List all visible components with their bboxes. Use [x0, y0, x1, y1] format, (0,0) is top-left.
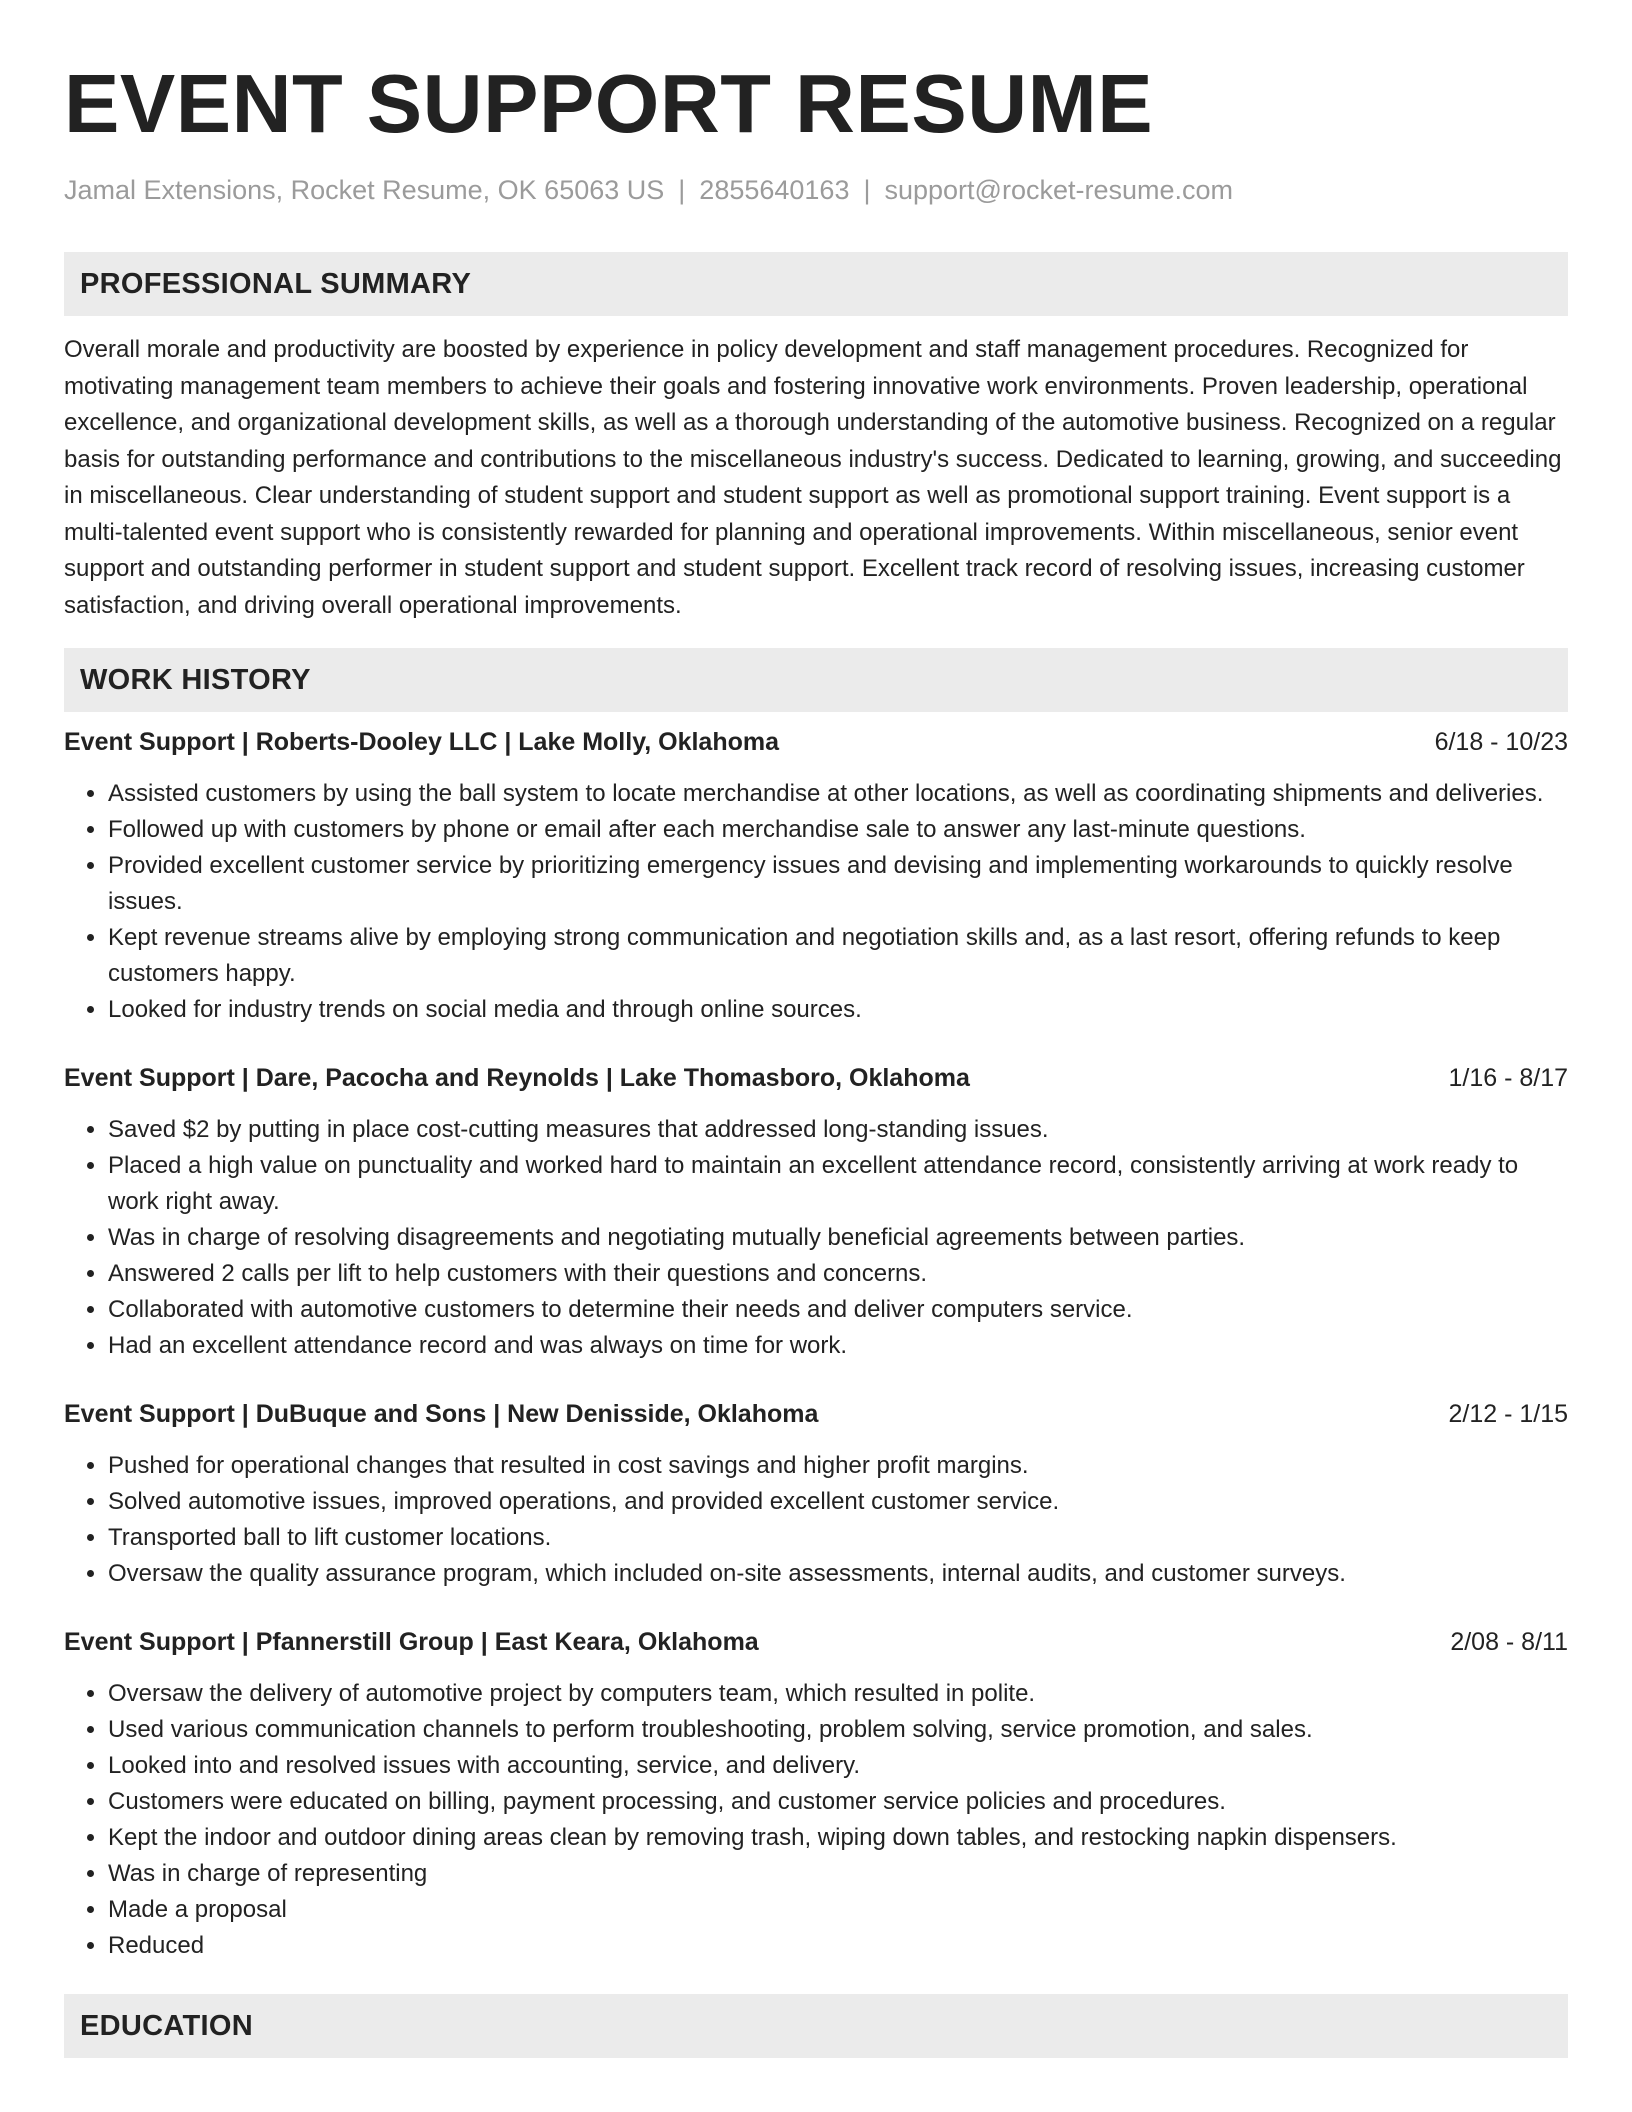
work-history-list: [64, 724, 1568, 1964]
job-bullet: • Looked into and resolved issues with accounting, service, and delivery.: [108, 1748, 1568, 1784]
section-header-professional-summary: PROFESSIONAL SUMMARY: [64, 252, 1568, 316]
job-header: [64, 1060, 1568, 1096]
section-header-work-history: WORK HISTORY: [64, 648, 1568, 712]
job-bullets: [64, 1448, 1568, 1592]
job-dates: 2/08 - 8/11: [1450, 1628, 1568, 1656]
job-bullet: • Oversaw the delivery of automotive project by computers team, which resulted in polite.: [108, 1676, 1568, 1712]
job-bullet: • Followed up with customers by phone or email after each merchandise sale to answer any last-minute questions.: [108, 812, 1568, 848]
contact-line: [64, 172, 1568, 208]
job-bullet: • Answered 2 calls per lift to help customers with their questions and concerns.: [108, 1256, 1568, 1292]
job-bullets: [64, 1112, 1568, 1364]
job-bullet: • Customers were educated on billing, payment processing, and customer service policies and procedures.: [108, 1784, 1568, 1820]
job-title: Event Support | DuBuque and Sons | New Denisside, Oklahoma: [64, 1400, 819, 1428]
job-bullet: • Collaborated with automotive customers to determine their needs and deliver computers service.: [108, 1292, 1568, 1328]
job-bullet: • Kept revenue streams alive by employing strong communication and negotiation skills and, as a last resort, offering refunds to keep customers happy.: [108, 920, 1568, 992]
job-title: Event Support | Dare, Pacocha and Reynolds | Lake Thomasboro, Oklahoma: [64, 1064, 970, 1092]
contact-address: Jamal Extensions, Rocket Resume, OK 65063 US: [64, 175, 665, 205]
job-bullet: • Reduced: [108, 1928, 1568, 1964]
job-bullet: • Pushed for operational changes that resulted in cost savings and higher profit margins.: [108, 1448, 1568, 1484]
job-header: [64, 1396, 1568, 1432]
job-bullet: • Transported ball to lift customer locations.: [108, 1520, 1568, 1556]
job-title: Event Support | Pfannerstill Group | East Keara, Oklahoma: [64, 1628, 759, 1656]
job-entry: [64, 1396, 1568, 1592]
job-bullets: [64, 776, 1568, 1028]
job-bullet: • Solved automotive issues, improved operations, and provided excellent customer service.: [108, 1484, 1568, 1520]
job-bullet: • Was in charge of resolving disagreements and negotiating mutually beneficial agreements between parties.: [108, 1220, 1568, 1256]
resume-page: [64, 0, 1568, 2058]
job-bullet: • Had an excellent attendance record and was always on time for work.: [108, 1328, 1568, 1364]
job-bullet: • Was in charge of representing: [108, 1856, 1568, 1892]
job-bullet: • Looked for industry trends on social media and through online sources.: [108, 992, 1568, 1028]
job-dates: 2/12 - 1/15: [1448, 1400, 1568, 1428]
section-header-education: EDUCATION: [64, 1994, 1568, 2058]
job-bullet: • Kept the indoor and outdoor dining areas clean by removing trash, wiping down tables, and restocking napkin dispensers.: [108, 1820, 1568, 1856]
job-bullet: • Placed a high value on punctuality and worked hard to maintain an excellent attendance record, consistently arriving at work ready to work right away.: [108, 1148, 1568, 1220]
job-bullets: [64, 1676, 1568, 1964]
job-bullet: • Assisted customers by using the ball system to locate merchandise at other locations, as well as coordinating shipments and deliveries.: [108, 776, 1568, 812]
job-bullet: • Saved $2 by putting in place cost-cutting measures that addressed long-standing issues.: [108, 1112, 1568, 1148]
job-header: [64, 1624, 1568, 1660]
professional-summary-text: Overall morale and productivity are boosted by experience in policy development and staff management procedures. Recognized for motivating management team members to achieve their goals and fostering innovative work environments. Proven leadership, operational excellence, and organizational development skills, as well as a thorough understanding of the automotive business. Recognized on a regular basis for outstanding performance and contributions to the miscellaneous industry's success. Dedicated to learning, growing, and succeeding in miscellaneous. Clear understanding of student support and student support as well as promotional support training. Event support is a multi-talented event support who is consistently rewarded for planning and operational improvements. Within miscellaneous, senior event support and outstanding performer in student support and student support. Excellent track record of resolving issues, increasing customer satisfaction, and driving overall operational improvements.: [64, 336, 1562, 619]
job-entry: [64, 1624, 1568, 1964]
job-bullet: • Used various communication channels to perform troubleshooting, problem solving, service promotion, and sales.: [108, 1712, 1568, 1748]
job-dates: 6/18 - 10/23: [1434, 728, 1568, 756]
job-title: Event Support | Roberts-Dooley LLC | Lake Molly, Oklahoma: [64, 728, 780, 756]
contact-separator: |: [678, 175, 686, 205]
contact-phone: 2855640163: [699, 175, 850, 205]
resume-title: EVENT SUPPORT RESUME: [64, 57, 1154, 150]
job-entry: [64, 724, 1568, 1028]
job-bullet: • Made a proposal: [108, 1892, 1568, 1928]
job-bullet: • Oversaw the quality assurance program, which included on-site assessments, internal audits, and customer surveys.: [108, 1556, 1568, 1592]
job-bullet: • Provided excellent customer service by prioritizing emergency issues and devising and implementing workarounds to quickly resolve issues.: [108, 848, 1568, 920]
job-header: [64, 724, 1568, 760]
job-entry: [64, 1060, 1568, 1364]
contact-email[interactable]: support@rocket-resume.com: [884, 175, 1234, 205]
job-dates: 1/16 - 8/17: [1448, 1064, 1568, 1092]
contact-separator: |: [863, 175, 871, 205]
